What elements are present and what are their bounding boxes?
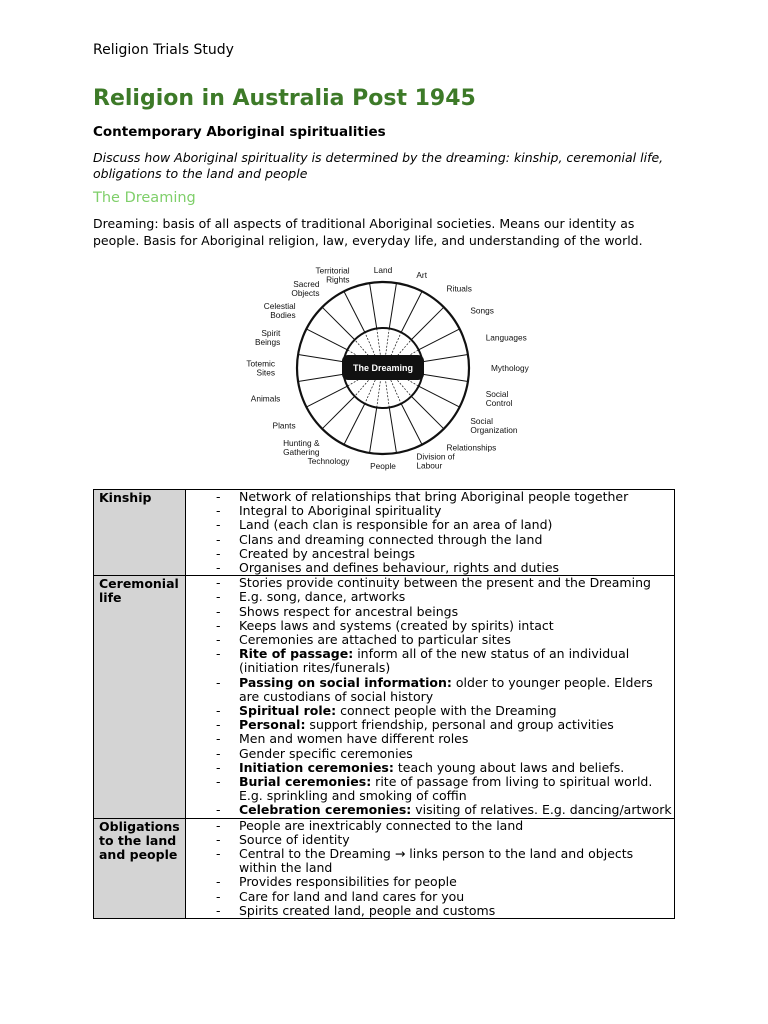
row-content bbox=[186, 576, 675, 818]
dash-bullet: - bbox=[216, 589, 221, 605]
wheel-spoke bbox=[423, 374, 468, 381]
dash-bullet: - bbox=[216, 817, 221, 833]
item-lead: Burial ceremonies: bbox=[239, 774, 372, 790]
spoke-label: Social Control bbox=[485, 388, 513, 408]
list-item bbox=[186, 576, 674, 590]
spoke-label: Hunting & Gathering bbox=[283, 437, 320, 457]
item-text: Land (each clan is responsible for an area of land) bbox=[239, 517, 553, 533]
wheel-spoke bbox=[370, 408, 377, 453]
item-text: older to younger people. Elders are custodians of social history bbox=[239, 674, 653, 704]
list-item bbox=[186, 819, 674, 833]
inner-dashed-spoke bbox=[389, 377, 401, 404]
spoke-label: Technology bbox=[307, 456, 350, 467]
page-header: Religion Trials Study bbox=[93, 42, 234, 58]
inner-dashed-spoke bbox=[385, 328, 389, 358]
item-text: Created by ancestral beings bbox=[239, 545, 416, 561]
item-text: inform all of the new status of an individual (initiation rites/funerals) bbox=[239, 646, 630, 676]
list-item bbox=[186, 619, 674, 633]
dreaming-center-label: The Dreaming bbox=[352, 363, 414, 373]
item-text: Gender specific ceremonies bbox=[239, 745, 413, 761]
wheel-spoke bbox=[306, 386, 347, 407]
spoke-label: Totemic Sites bbox=[246, 358, 275, 378]
wheel-spoke bbox=[423, 355, 468, 362]
dash-bullet: - bbox=[216, 632, 221, 648]
spoke-label: Songs bbox=[470, 305, 494, 316]
item-text: Keeps laws and systems (created by spirits) intact bbox=[239, 617, 554, 633]
dreaming-paragraph: Dreaming: basis of all aspects of traditional Aboriginal societies. Means our identity as people. Basis for Aboriginal religion, law, everyday life, and understanding of the world. bbox=[93, 216, 643, 248]
wheel-spoke bbox=[411, 396, 444, 429]
item-text: Care for land and land cares for you bbox=[239, 888, 465, 904]
item-text: Spirits created land, people and customs bbox=[239, 902, 496, 918]
dash-bullet: - bbox=[216, 888, 221, 904]
wheel-spoke bbox=[344, 404, 365, 445]
spoke-label: Rituals bbox=[446, 283, 472, 294]
item-text: Shows respect for ancestral beings bbox=[239, 603, 459, 619]
spoke-label: Sacred Objects bbox=[291, 279, 320, 299]
dash-bullet: - bbox=[216, 531, 221, 547]
item-lead: Spiritual role: bbox=[239, 703, 337, 719]
item-text: Stories provide continuity between the present and the Dreaming bbox=[239, 575, 651, 591]
list-item bbox=[186, 605, 674, 619]
list-item bbox=[186, 547, 674, 561]
item-text: Clans and dreaming connected through the land bbox=[239, 531, 543, 547]
dash-bullet: - bbox=[216, 646, 221, 662]
list-item bbox=[186, 847, 674, 875]
table-row bbox=[94, 490, 675, 576]
row-content bbox=[186, 490, 675, 576]
spoke-label: Land bbox=[373, 265, 393, 275]
dash-bullet: - bbox=[216, 617, 221, 633]
dash-bullet: - bbox=[216, 560, 221, 576]
item-text: Ceremonies are attached to particular sites bbox=[239, 632, 511, 648]
list-item bbox=[186, 890, 674, 904]
list-item bbox=[186, 704, 674, 718]
list-item bbox=[186, 775, 674, 803]
item-text: Source of identity bbox=[239, 831, 350, 847]
spoke-label: Division of Labour bbox=[416, 451, 455, 471]
row-label: Kinship bbox=[94, 490, 186, 576]
inner-dashed-spoke bbox=[385, 378, 389, 408]
item-text: Men and women have different roles bbox=[239, 731, 469, 747]
bullet-list bbox=[186, 576, 674, 817]
item-lead: Personal: bbox=[239, 717, 306, 733]
dash-bullet: - bbox=[216, 802, 221, 818]
bullet-list bbox=[186, 819, 674, 918]
spoke-label: Social Organization bbox=[470, 416, 518, 436]
item-text: rite of passage from living to spiritual world. E.g. sprinkling and smoking of coffin bbox=[239, 774, 653, 804]
list-item bbox=[186, 647, 674, 675]
dreaming-heading: The Dreaming bbox=[93, 190, 196, 206]
list-item bbox=[186, 561, 674, 575]
inner-dashed-spoke bbox=[377, 328, 381, 358]
item-text: visiting of relatives. E.g. dancing/artwork bbox=[411, 802, 672, 818]
list-item bbox=[186, 718, 674, 732]
dash-bullet: - bbox=[216, 575, 221, 591]
page-title: Religion in Australia Post 1945 bbox=[93, 86, 476, 111]
wheel-spoke bbox=[401, 291, 422, 332]
dash-bullet: - bbox=[216, 674, 221, 690]
dash-bullet: - bbox=[216, 846, 221, 862]
item-text: Organises and defines behaviour, rights and duties bbox=[239, 560, 560, 576]
wheel-spoke bbox=[322, 307, 355, 340]
spoke-label: Territorial Rights bbox=[315, 265, 350, 285]
spoke-label: Languages bbox=[485, 332, 527, 343]
spoke-label: Spirit Beings bbox=[254, 328, 281, 348]
wheel-spoke bbox=[298, 374, 343, 381]
dreaming-wheel-diagram bbox=[246, 255, 529, 475]
wheel-spoke bbox=[298, 355, 343, 362]
dash-bullet: - bbox=[216, 902, 221, 918]
list-item bbox=[186, 590, 674, 604]
dash-bullet: - bbox=[216, 831, 221, 847]
list-item bbox=[186, 676, 674, 704]
spoke-label: People bbox=[370, 461, 396, 471]
list-item bbox=[186, 747, 674, 761]
item-text: Integral to Aboriginal spirituality bbox=[239, 503, 442, 519]
dash-bullet: - bbox=[216, 874, 221, 890]
item-text: People are inextricably connected to the land bbox=[239, 817, 524, 833]
dash-bullet: - bbox=[216, 759, 221, 775]
item-lead: Passing on social information: bbox=[239, 674, 452, 690]
dash-bullet: - bbox=[216, 603, 221, 619]
item-text: E.g. song, dance, artworks bbox=[239, 589, 406, 605]
spoke-label: Animals bbox=[250, 393, 281, 404]
bullet-list bbox=[186, 490, 674, 575]
item-lead: Initiation ceremonies: bbox=[239, 759, 394, 775]
item-lead: Celebration ceremonies: bbox=[239, 802, 412, 818]
list-item bbox=[186, 761, 674, 775]
table-row bbox=[94, 818, 675, 918]
wheel-spoke bbox=[322, 396, 355, 429]
dash-bullet: - bbox=[216, 489, 221, 504]
wheel-spoke bbox=[370, 283, 377, 328]
dash-bullet: - bbox=[216, 545, 221, 561]
dash-bullet: - bbox=[216, 745, 221, 761]
dash-bullet: - bbox=[216, 703, 221, 719]
list-item bbox=[186, 490, 674, 504]
item-text: support friendship, personal and group activities bbox=[305, 717, 614, 733]
dash-bullet: - bbox=[216, 517, 221, 533]
spoke-label: Mythology bbox=[491, 363, 529, 373]
list-item bbox=[186, 803, 674, 817]
wheel-spoke bbox=[389, 283, 396, 328]
spoke-label: Relationships bbox=[446, 442, 497, 453]
dash-bullet: - bbox=[216, 774, 221, 790]
dash-bullet: - bbox=[216, 503, 221, 519]
table-row bbox=[94, 576, 675, 818]
wheel-spoke bbox=[306, 329, 347, 350]
list-item bbox=[186, 533, 674, 547]
item-lead: Rite of passage: bbox=[239, 646, 354, 662]
row-label: Ceremonial life bbox=[94, 576, 186, 818]
item-text: Network of relationships that bring Aboriginal people together bbox=[239, 489, 629, 504]
dash-bullet: - bbox=[216, 717, 221, 733]
list-item bbox=[186, 904, 674, 918]
wheel-spoke bbox=[419, 329, 460, 350]
row-label: Obligations to the land and people bbox=[94, 818, 186, 918]
wheel-spoke bbox=[389, 408, 396, 453]
spoke-label: Celestial Bodies bbox=[263, 300, 296, 320]
list-item bbox=[186, 633, 674, 647]
item-text: Central to the Dreaming → links person to the land and objects within the land bbox=[239, 846, 634, 876]
wheel-spoke bbox=[344, 291, 365, 332]
spoke-label: Plants bbox=[272, 420, 296, 431]
item-text: teach young about laws and beliefs. bbox=[393, 759, 625, 775]
list-item bbox=[186, 875, 674, 889]
list-item bbox=[186, 518, 674, 532]
discussion-prompt: Discuss how Aboriginal spirituality is determined by the dreaming: kinship, ceremonial life, obligations to the land and people bbox=[93, 150, 664, 181]
list-item bbox=[186, 732, 674, 746]
dash-bullet: - bbox=[216, 731, 221, 747]
item-text: Provides responsibilities for people bbox=[239, 874, 457, 890]
wheel-spoke bbox=[419, 386, 460, 407]
row-content bbox=[186, 818, 675, 918]
inner-dashed-spoke bbox=[377, 378, 381, 408]
wheel-spoke bbox=[401, 404, 422, 445]
spoke-label: Art bbox=[416, 269, 428, 280]
section-subtitle: Contemporary Aboriginal spiritualities bbox=[93, 124, 386, 140]
inner-dashed-spoke bbox=[365, 377, 377, 404]
list-item bbox=[186, 504, 674, 518]
item-text: connect people with the Dreaming bbox=[336, 703, 557, 719]
list-item bbox=[186, 833, 674, 847]
wheel-spoke bbox=[411, 307, 444, 340]
notes-table bbox=[93, 489, 675, 919]
